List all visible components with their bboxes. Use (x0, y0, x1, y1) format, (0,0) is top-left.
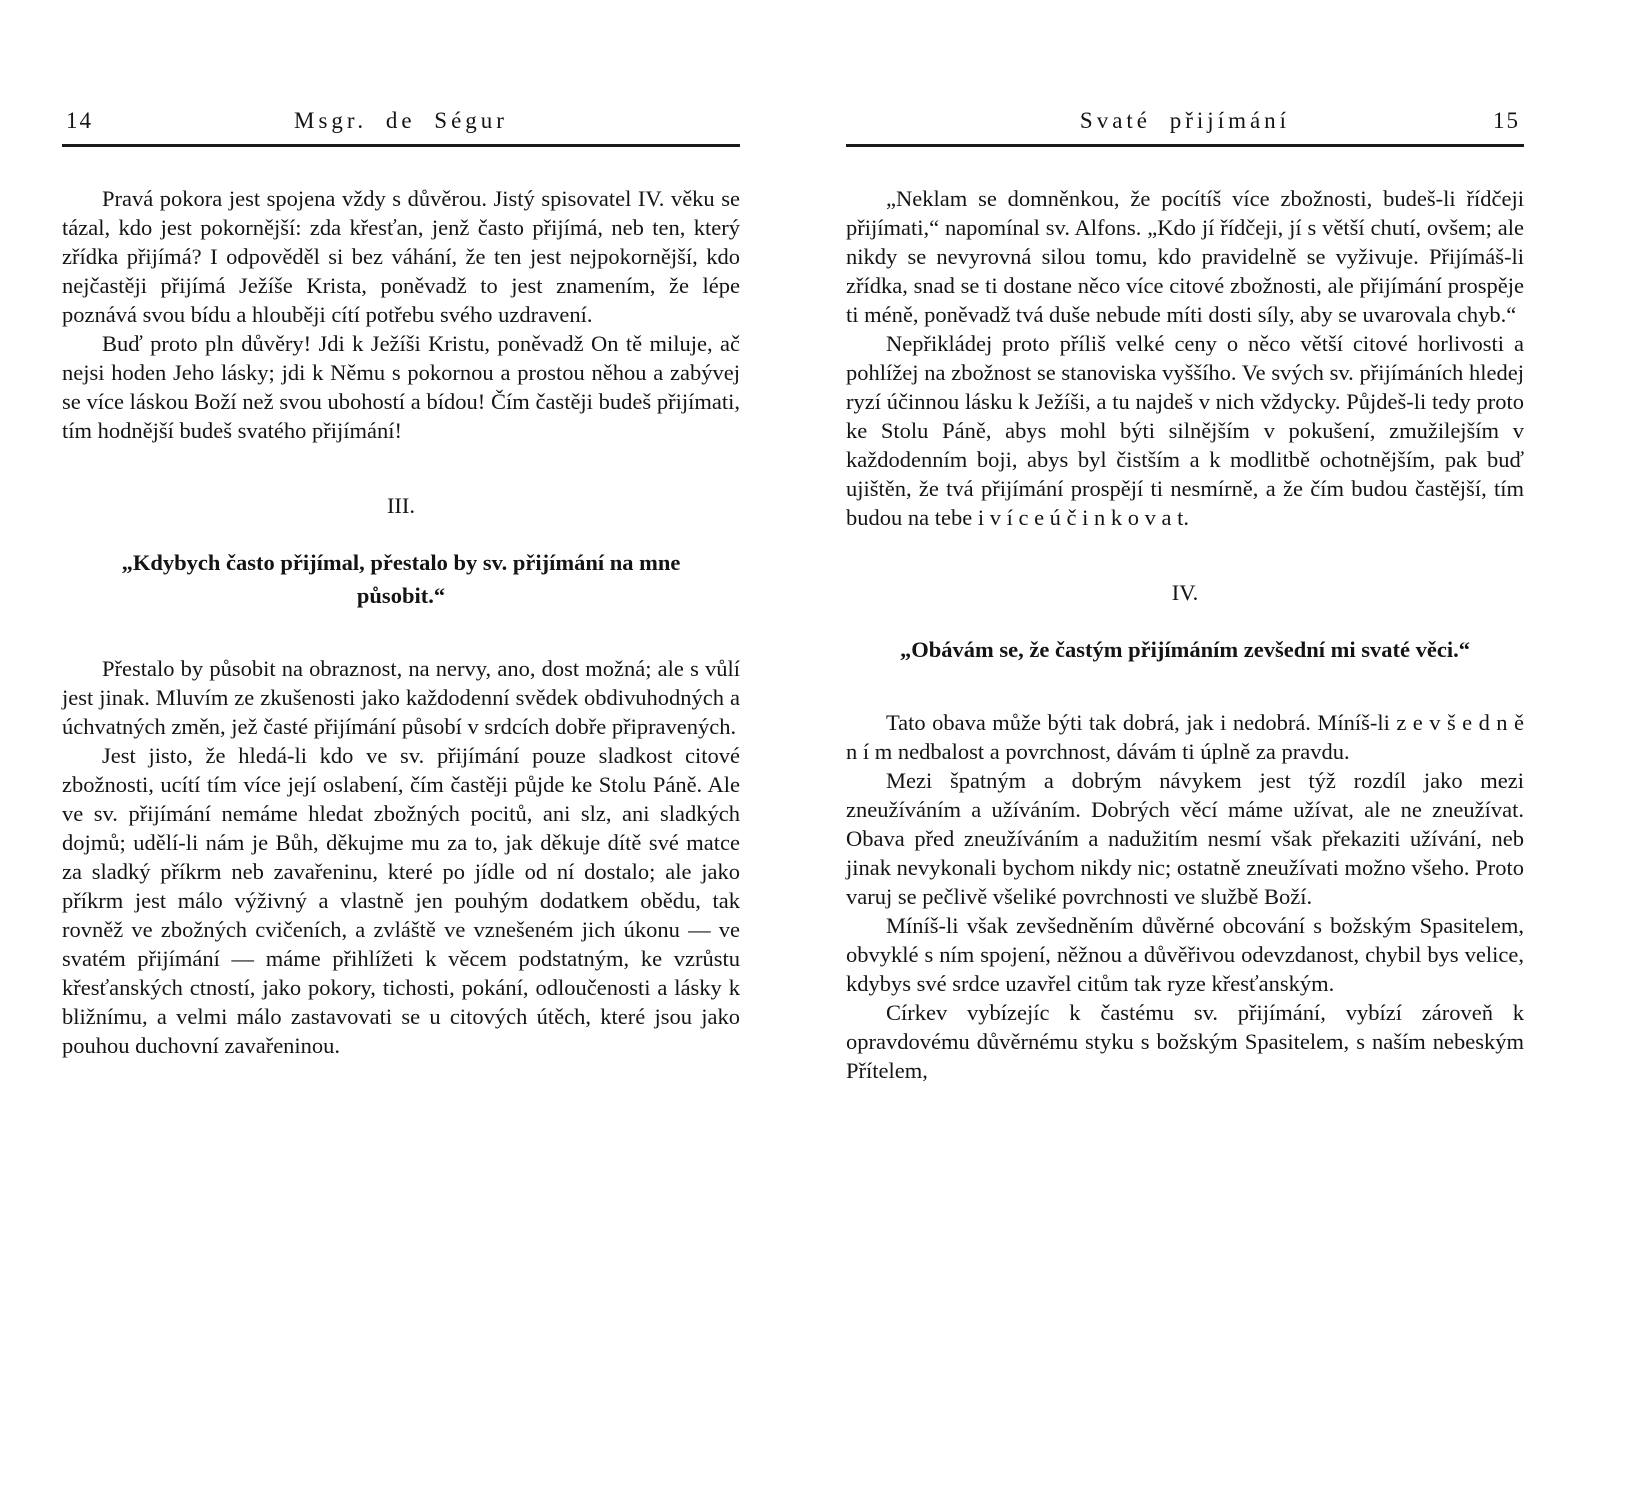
page-body-right (846, 184, 1524, 1085)
page-body-left (62, 184, 740, 1060)
paragraph: Přestalo by působit na obraznost, na nervy, ano, dost možná; ale s vůlí jest jinak. Mluvím ze zkušenosti jako každodenní svědek obdivuhodných a úchvatných změn, jež časté přijímání působí v srdcích dobře připravených. (62, 656, 740, 739)
section-title: „Kdybych často přijímal, přestalo by sv. přijímání na mne působit.“ (121, 550, 681, 608)
paragraph: Tato obava může býti tak dobrá, jak i nedobrá. Míníš-li z e v š e d n ě n í m nedbalost a povrchnost, dávám ti úplně za pravdu. (846, 710, 1524, 764)
paragraph: „Neklam se domněnkou, že pocítíš více zbožnosti, budeš-li řídčeji přijímati,“ napomínal sv. Alfons. „Kdo jí řídčeji, jí s větší chutí, ovšem; ale nikdy se nevyrovná silou tomu, kdo pravidelně se vyživuje. Přijímáš-li zřídka, snad se ti dostane něco více citové zbožnosti, ale přijímání prospěje ti méně, poněvadž tvá duše nebude míti dosti síly, aby se uvarovala chyb.“ (846, 186, 1524, 327)
running-title-right: Svaté přijímání (1079, 108, 1291, 133)
paragraph: Jest jisto, že hledá-li kdo ve sv. přijímání pouze sladkost citové zbožnosti, ucítí tím více její oslabení, čím častěji půjde ke Stolu Páně. Ale ve sv. přijímání nemáme hledat zbožných pocitů, ani slz, ani sladkých dojmů; udělí-li nám je Bůh, děkujme mu za to, jak děkuje dítě své matce za sladký příkrm neb zavařeninu, které po jídle od ní dostalo; ale jako příkrm jest málo výživný a vlastně jen pouhým dodatkem obědu, tak rovněž ve zbožných cvičeních, a zvláště ve vznešeném jich úkonu — ve svatém přijímání — máme přihlížeti k věcem podstatným, ke vzrůstu křesťanských ctností, jako pokory, tichosti, pokání, odloučenosti a lásky k bližnímu, a velmi málo zastavovati se u citových útěch, které jsou jako pouhou duchovní zavařeninou. (62, 743, 740, 1058)
page-left (62, 108, 740, 1060)
paragraph: Míníš-li však zevšedněním důvěrné obcování s božským Spasitelem, obvyklé s ním spojení, něžnou a důvěřivou odevzdanost, chybil bys velice, kdybys své srdce uzavřel citům tak ryze křesťanským. (846, 913, 1524, 996)
paragraph: Církev vybízejíc k častému sv. přijímání, vybízí zároveň k opravdovému důvěrnému styku s božským Spasitelem, s naším nebeským Přítelem, (846, 1000, 1524, 1083)
running-title-left: Msgr. de Ségur (294, 108, 508, 133)
paragraph: Nepřikládej proto příliš velké ceny o něco větší citové horlivosti a pohlížej na zbožnost se stanoviska vyššího. Ve svých sv. přijímáních hledej ryzí účinnou lásku k Ježíši, a tu najdeš v nich vždycky. Půjdeš-li tedy proto ke Stolu Páně, abys mohl býti silnějším v pokušení, zmužilejším v každodenním boji, abys byl čistším a k modlitbě ochotnějším, pak buď ujištěn, že tvá přijímání prospějí ti nesmírně, a že čím budou častější, tím budou na tebe i v í c e ú č i n k o v a t. (846, 331, 1524, 530)
page-right (846, 108, 1524, 1085)
section-number: III. (386, 493, 416, 518)
paragraph: Buď proto pln důvěry! Jdi k Ježíši Kristu, poněvadž On tě miluje, ač nejsi hoden Jeho lásky; jdi k Němu s pokornou a prostou něhou a zabývej se více láskou Boží než svou ubohostí a bídou! Čím častěji budeš přijímati, tím hodnější budeš svatého přijímání! (62, 331, 740, 443)
page-header-right (846, 108, 1524, 147)
page-number-left: 14 (66, 108, 93, 133)
page-header-left (62, 108, 740, 147)
section-number: IV. (1171, 580, 1199, 605)
paragraph: Mezi špatným a dobrým návykem jest týž rozdíl jako mezi zneužíváním a užíváním. Dobrých věcí máme užívat, ale ne zneužívat. Obava před zneužíváním a nadužitím nesmí však překaziti užívání, neb jinak nevykonali bychom nikdy nic; ostatně zneužívati možno všeho. Proto varuj se pečlivě všeliké povrchnosti ve službě Boží. (846, 768, 1524, 909)
paragraph: Pravá pokora jest spojena vždy s důvěrou. Jistý spisovatel IV. věku se tázal, kdo jest pokornější: zda křesťan, jenž často přijímá, neb ten, který zřídka přijímá? I odpověděl si bez váhání, že ten jest nejpokornější, kdo nejčastěji přijímá Ježíše Krista, poněvadž to jest znamením, že lépe poznává svou bídu a hlouběji cítí potřebu svého uzdravení. (62, 186, 740, 327)
page-number-right: 15 (1493, 108, 1520, 133)
section-title: „Obávám se, že častým přijímáním zevšední mi svaté věci.“ (900, 637, 1470, 662)
